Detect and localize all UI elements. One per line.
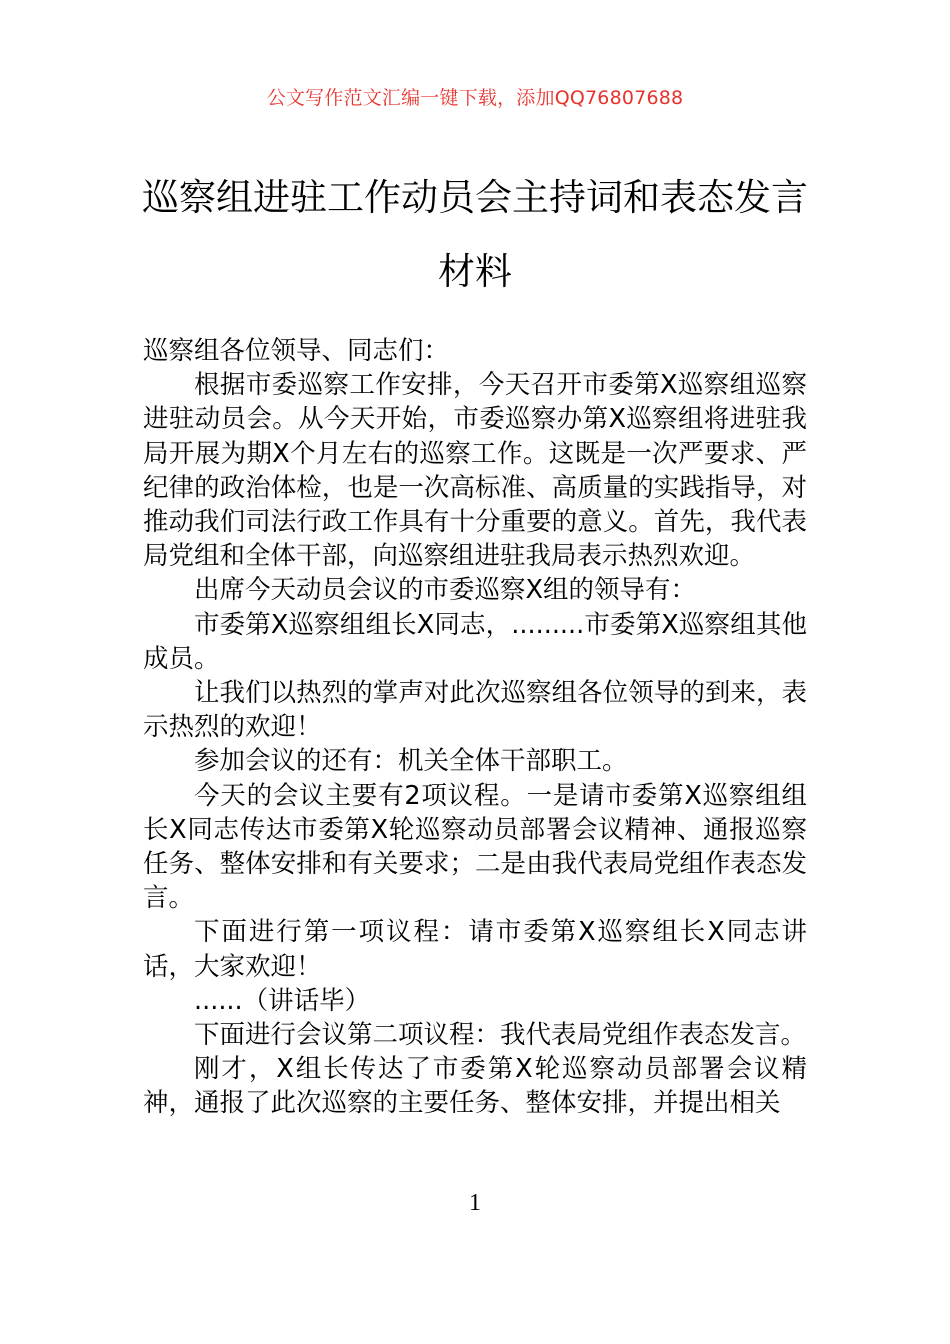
paragraph: 参加会议的还有：机关全体干部职工。 <box>194 746 628 777</box>
paragraph: 下面进行第一项议程：请市委第X巡察组长X同志讲话，大家欢迎！ <box>143 917 807 982</box>
document-title <box>60 170 890 300</box>
paragraph: ......（讲话毕） <box>194 985 371 1016</box>
paragraph: 根据市委巡察工作安排，今天召开市委第X巡察组巡察进驻动员会。从今天开始，市委巡察办第X巡察组将进驻我局开展为期X个月左右的巡察工作。这既是一次严要求、严纪律的政治体检，也是一次高标准、高质量的实践指导，对推动我们司法行政工作具有十分重要的意义。首先，我代表局党组和全体干部，向巡察组进驻我局表示热烈欢迎。 <box>143 370 807 572</box>
paragraph: 出席今天动员会议的市委巡察X组的领导有： <box>194 575 696 606</box>
paragraph: 市委第X巡察组组长X同志，.........市委第X巡察组其他成员。 <box>143 609 807 674</box>
download-promo-note: 公文写作范文汇编一键下载，添加QQ76807688 <box>266 87 684 109</box>
paragraph: 下面进行会议第二项议程：我代表局党组作表态发言。 <box>194 1020 807 1051</box>
title-line-2: 材料 <box>438 250 512 293</box>
paragraph: 今天的会议主要有2项议程。一是请市委第X巡察组组长X同志传达市委第X轮巡察动员部署会议精神、通报巡察任务、整体安排和有关要求；二是由我代表局党组作表态发言。 <box>143 780 807 914</box>
salutation: 巡察组各位领导、同志们： <box>143 336 450 366</box>
page-number: 1 <box>469 1190 481 1216</box>
document-body <box>143 334 807 1121</box>
title-line-1: 巡察组进驻工作动员会主持词和表态发言 <box>142 176 808 219</box>
paragraph: 刚才，X组长传达了市委第X轮巡察动员部署会议精神，通报了此次巡察的主要任务、整体安排，并提出相关 <box>143 1054 807 1119</box>
paragraph: 让我们以热烈的掌声对此次巡察组各位领导的到来，表示热烈的欢迎！ <box>143 678 807 743</box>
